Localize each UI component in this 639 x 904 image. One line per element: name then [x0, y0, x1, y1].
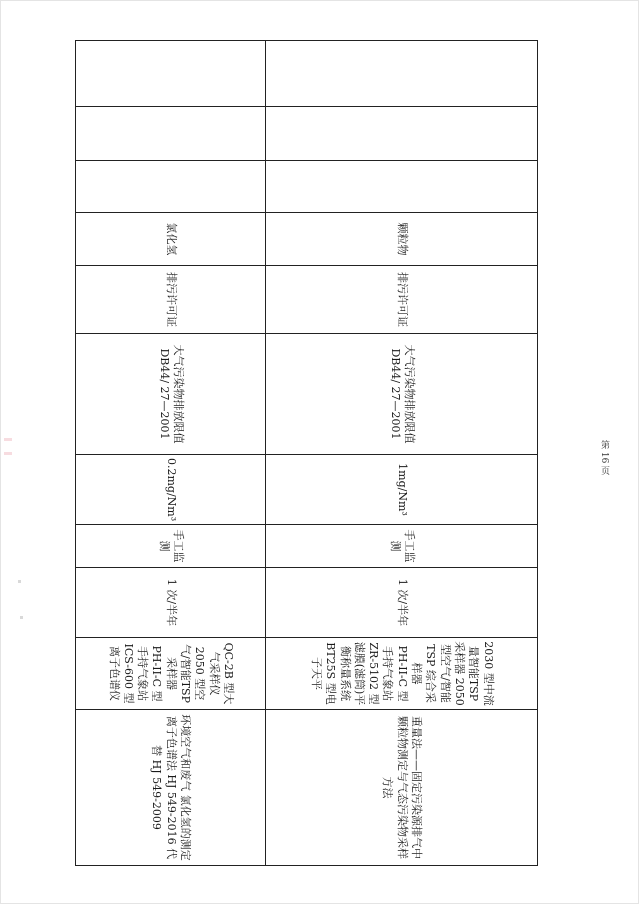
frequency-cell: 1 次/半年 [76, 568, 266, 638]
blank-cell [266, 161, 538, 213]
monitoring-table [75, 40, 538, 866]
blank-cell [76, 161, 266, 213]
scan-mark [4, 438, 12, 441]
standard-cell: 大气污染物排放限值 DB44/ 27—2001 [266, 334, 538, 455]
source-cell: 排污许可证 [266, 266, 538, 334]
source-cell: 排污许可证 [76, 266, 266, 334]
table-row [266, 41, 538, 866]
limit-cell: 1mg/Nm³ [266, 455, 538, 525]
blank-cell [266, 107, 538, 161]
limit-cell: 0.2mg/Nm³ [76, 455, 266, 525]
analysis-method-cell: 环境空气和废气 氯化氢的测定 离子色谱法 HJ 549-2016 代替 HJ 549-2009 [76, 710, 266, 866]
page-number: 第 16 页 [599, 440, 609, 476]
frequency-cell: 1 次/半年 [266, 568, 538, 638]
instruments-cell: 2030 型中流量智能TSP 采样器 2050 型空气/智能TSP 综合采样器 PH-II-C 型手持气象站 ZR-5102 型滤膜(滤筒)平衡称量系统 BT25S 型电子天平 [266, 638, 538, 710]
monitoring-method-cell: 手工监测 [76, 525, 266, 568]
pollutant-cell: 颗粒物 [266, 213, 538, 266]
scan-dot [18, 580, 21, 583]
blank-cell [76, 41, 266, 107]
scan-dot [20, 616, 23, 619]
blank-cell [76, 107, 266, 161]
monitoring-table-wrapper [75, 40, 538, 865]
blank-cell [266, 41, 538, 107]
standard-cell: 大气污染物排放限值 DB44/ 27—2001 [76, 334, 266, 455]
instruments-cell: QC-2B 型大气采样仪 2050 型空气/智能TSP 采样器 PH-II-C 型手持气象站 ICS-600 型离子色谱仪 [76, 638, 266, 710]
table-row [76, 41, 266, 866]
monitoring-table-rotated [75, 40, 538, 865]
analysis-method-cell: 重量法——固定污染源排气中颗粒物测定与气态污染物采样方法 [266, 710, 538, 866]
scan-mark [4, 452, 12, 455]
pollutant-cell: 氯化氢 [76, 213, 266, 266]
monitoring-method-cell: 手工监测 [266, 525, 538, 568]
